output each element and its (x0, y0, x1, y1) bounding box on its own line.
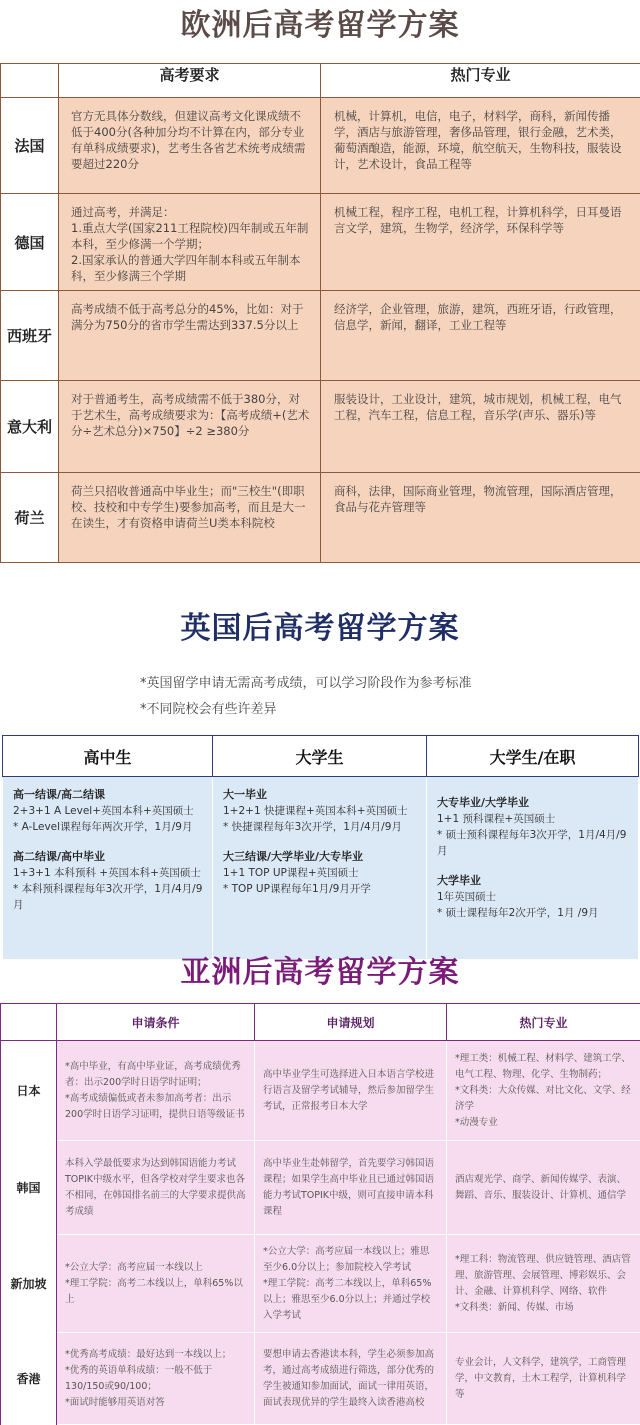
uk-pathway-note: * 硕士课程每年2次开学，1月 /9月 (437, 905, 632, 921)
uk-pathway-route: 1+1 预科课程+英国硕士 (437, 811, 632, 827)
country-name: 日本 (1, 1041, 57, 1141)
europe-header-row (1, 64, 640, 98)
asia-table (0, 1003, 640, 1425)
uk-pathway-title: 大专毕业/大学毕业 (437, 795, 632, 811)
europe-table (0, 63, 640, 563)
table-row (1, 291, 640, 381)
plan-text: 高中毕业生赴韩留学，首先要学习韩国语课程；如果学生高中毕业且已通过韩国语能力考试TOPIK中级，则可直接申请本科课程 (255, 1141, 447, 1235)
major-text: 服装设计，工业设计，建筑，城市规划，机械工程，电气工程，汽车工程，信息工程，音乐学(声乐、器乐)等 (321, 381, 640, 473)
uk-pathway (13, 787, 206, 835)
uk-column (213, 777, 427, 960)
uk-pathway-route: 1+1 TOP UP课程+英国硕士 (223, 865, 420, 881)
asia-header: 热门专业 (447, 1004, 640, 1041)
uk-pathway (437, 873, 632, 921)
table-row (1, 1141, 640, 1235)
condition-text: *高中毕业，有高中毕业证，高考成绩优秀者：出示200学时日语学时证明； *高考成绩偏低或者未参加高考者：出示200学时日语学习证明，提供日语等级证书 (57, 1041, 255, 1141)
major-text: 机械，计算机，电信，电子，材料学，商科，新闻传播学，酒店与旅游管理，奢侈品管理，银行金融，艺术类，葡萄酒酿造，能源，环境，航空航天，生物科技，服装设计，艺术设计，食品工程等 (321, 98, 640, 194)
uk-title: 英国后高考留学方案 (0, 604, 640, 654)
country-name: 法国 (1, 98, 59, 194)
uk-pathway (223, 787, 420, 835)
uk-pathway-route: 2+3+1 A Level+英国本科+英国硕士 (13, 803, 206, 819)
uk-header: 大学生 (213, 736, 427, 777)
uk-table (2, 735, 639, 959)
requirement-text: 荷兰只招收普通高中毕业生；而"三校生"(即职校、技校和中专学生)要参加高考，而且是大一在读生，才有资格申请荷兰U类本科院校 (59, 473, 321, 563)
uk-pathway-route: 1+3+1 本科预科 +英国本科+英国硕士 (13, 865, 206, 881)
table-row (1, 98, 640, 194)
uk-header: 大学生/在职 (427, 736, 639, 777)
requirement-text: 对于普通考生，高考成绩需不低于380分，对于艺术生，高考成绩要求为：【高考成绩+(艺术分÷艺术总分)×750】÷2 ≥380分 (59, 381, 321, 473)
uk-pathway (223, 849, 420, 897)
europe-header-major: 热门专业 (321, 64, 640, 98)
uk-header-row (3, 736, 639, 777)
uk-pathway-route: 1年英国硕士 (437, 889, 632, 905)
table-row (3, 777, 639, 960)
major-text: *理工类：机械工程、材料学、建筑工学、电气工程、物理、化学、生物制药； *文科类：大众传媒、对比文化、文学、经济学 *动漫专业 (447, 1041, 640, 1141)
asia-title: 亚洲后高考留学方案 (0, 948, 640, 998)
major-text: 专业会计，人文科学，建筑学，工商管理学，中文教育，土木工程学，计算机科学等 (447, 1333, 640, 1425)
major-text: 机械工程，程序工程，电机工程，计算机科学，日耳曼语言文学，建筑，生物学，经济学，环保科学等 (321, 194, 640, 291)
table-row (1, 1041, 640, 1141)
table-row (1, 473, 640, 563)
plan-text: 高中毕业学生可选择进入日本语言学校进行语言及留学考试辅导，然后参加留学生考试，正常报考日本大学 (255, 1041, 447, 1141)
uk-pathway-title: 大一毕业 (223, 787, 420, 803)
asia-header-country (1, 1004, 57, 1041)
uk-pathway-title: 高一结课/高二结课 (13, 787, 206, 803)
uk-column (3, 777, 213, 960)
uk-pathway-note: * 硕士预科课程每年3次开学，1月/4月/9月 (437, 827, 632, 859)
europe-header-country (1, 64, 59, 98)
uk-pathway-title: 高二结课/高中毕业 (13, 849, 206, 865)
uk-pathway (437, 795, 632, 859)
major-text: *理工科：物流管理、供应链管理、酒店管理、旅游管理、会展管理、博彩娱乐、会计、金融、计算机科学、网络、软件 *文科类：新闻、传媒、市场 (447, 1235, 640, 1333)
uk-pathway (13, 849, 206, 913)
uk-pathway-title: 大三结课/大学毕业/大专毕业 (223, 849, 420, 865)
table-row (1, 1235, 640, 1333)
uk-note: *不同院校会有些许差异 (140, 698, 277, 717)
table-row (1, 1333, 640, 1425)
uk-pathway-note: * 本科预科课程每年3次开学，1月/4月/9月 (13, 881, 206, 913)
asia-header-row (1, 1004, 640, 1041)
country-name: 韩国 (1, 1141, 57, 1235)
table-row (1, 194, 640, 291)
condition-text: 本科入学最低要求为达到韩国语能力考试TOPIK中级水平，但各学校对学生要求也各不相同，在韩国排名前三的大学要求提供高考成绩 (57, 1141, 255, 1235)
uk-note: *英国留学申请无需高考成绩，可以学习阶段作为参考标准 (140, 672, 472, 691)
requirement-text: 官方无具体分数线，但建议高考文化课成绩不低于400分(各种加分均不计算在内，部分专业有单科成绩要求)，艺考生各省艺术统考成绩需要超过220分 (59, 98, 321, 194)
asia-header: 申请规划 (255, 1004, 447, 1041)
uk-pathway-note: * TOP UP课程每年1月/9月开学 (223, 881, 420, 897)
condition-text: *公立大学：高考应届一本线以上 *理工学院：高考二本线以上，单科65%以上 (57, 1235, 255, 1333)
major-text: 商科，法律，国际商业管理，物流管理，国际酒店管理，食品与花卉管理等 (321, 473, 640, 563)
country-name: 意大利 (1, 381, 59, 473)
major-text: 酒店观光学、商学、新闻传媒学、表演、舞蹈、音乐、服装设计、计算机、通信学 (447, 1141, 640, 1235)
country-name: 荷兰 (1, 473, 59, 563)
uk-pathway-title: 大学毕业 (437, 873, 632, 889)
requirement-text: 通过高考，并满足： 1.重点大学(国家211工程院校)四年制或五年制本科，至少修满一个学期； 2.国家承认的普通大学四年制本科或五年制本科，至少修满三个学期 (59, 194, 321, 291)
country-name: 西班牙 (1, 291, 59, 381)
plan-text: 要想申请去香港读本科，学生必须参加高考，通过高考成绩进行筛选，部分优秀的学生被通知参加面试，面试一律用英语，面试表现优异的学生最终入读香港高校 (255, 1333, 447, 1425)
condition-text: *优秀高考成绩：最好达到一本线以上； *优秀的英语单科成绩：一般不低于130/150或90/100； *面试时能够用英语对答 (57, 1333, 255, 1425)
uk-column (427, 777, 639, 960)
europe-title: 欧洲后高考留学方案 (0, 4, 640, 48)
uk-pathway-note: * A-Level课程每年两次开学，1月/9月 (13, 819, 206, 835)
uk-pathway-route: 1+2+1 快捷课程+英国本科+英国硕士 (223, 803, 420, 819)
uk-header: 高中生 (3, 736, 213, 777)
plan-text: *公立大学：高考应届一本线以上；雅思至少6.0分以上；参加院校入学考试 *理工学院：高考二本线以上，单科65%以上；雅思至少6.0分以上；并通过学校入学考试 (255, 1235, 447, 1333)
country-name: 新加坡 (1, 1235, 57, 1333)
country-name: 香港 (1, 1333, 57, 1425)
table-row (1, 381, 640, 473)
europe-header-requirement: 高考要求 (59, 64, 321, 98)
uk-pathway-note: * 快捷课程每年3次开学，1月/4月/9月 (223, 819, 420, 835)
asia-header: 申请条件 (57, 1004, 255, 1041)
major-text: 经济学，企业管理，旅游，建筑，西班牙语，行政管理，信息学，新闻，翻译，工业工程等 (321, 291, 640, 381)
requirement-text: 高考成绩不低于高考总分的45%，比如：对于满分为750分的省市学生需达到337.5分以上 (59, 291, 321, 381)
country-name: 德国 (1, 194, 59, 291)
